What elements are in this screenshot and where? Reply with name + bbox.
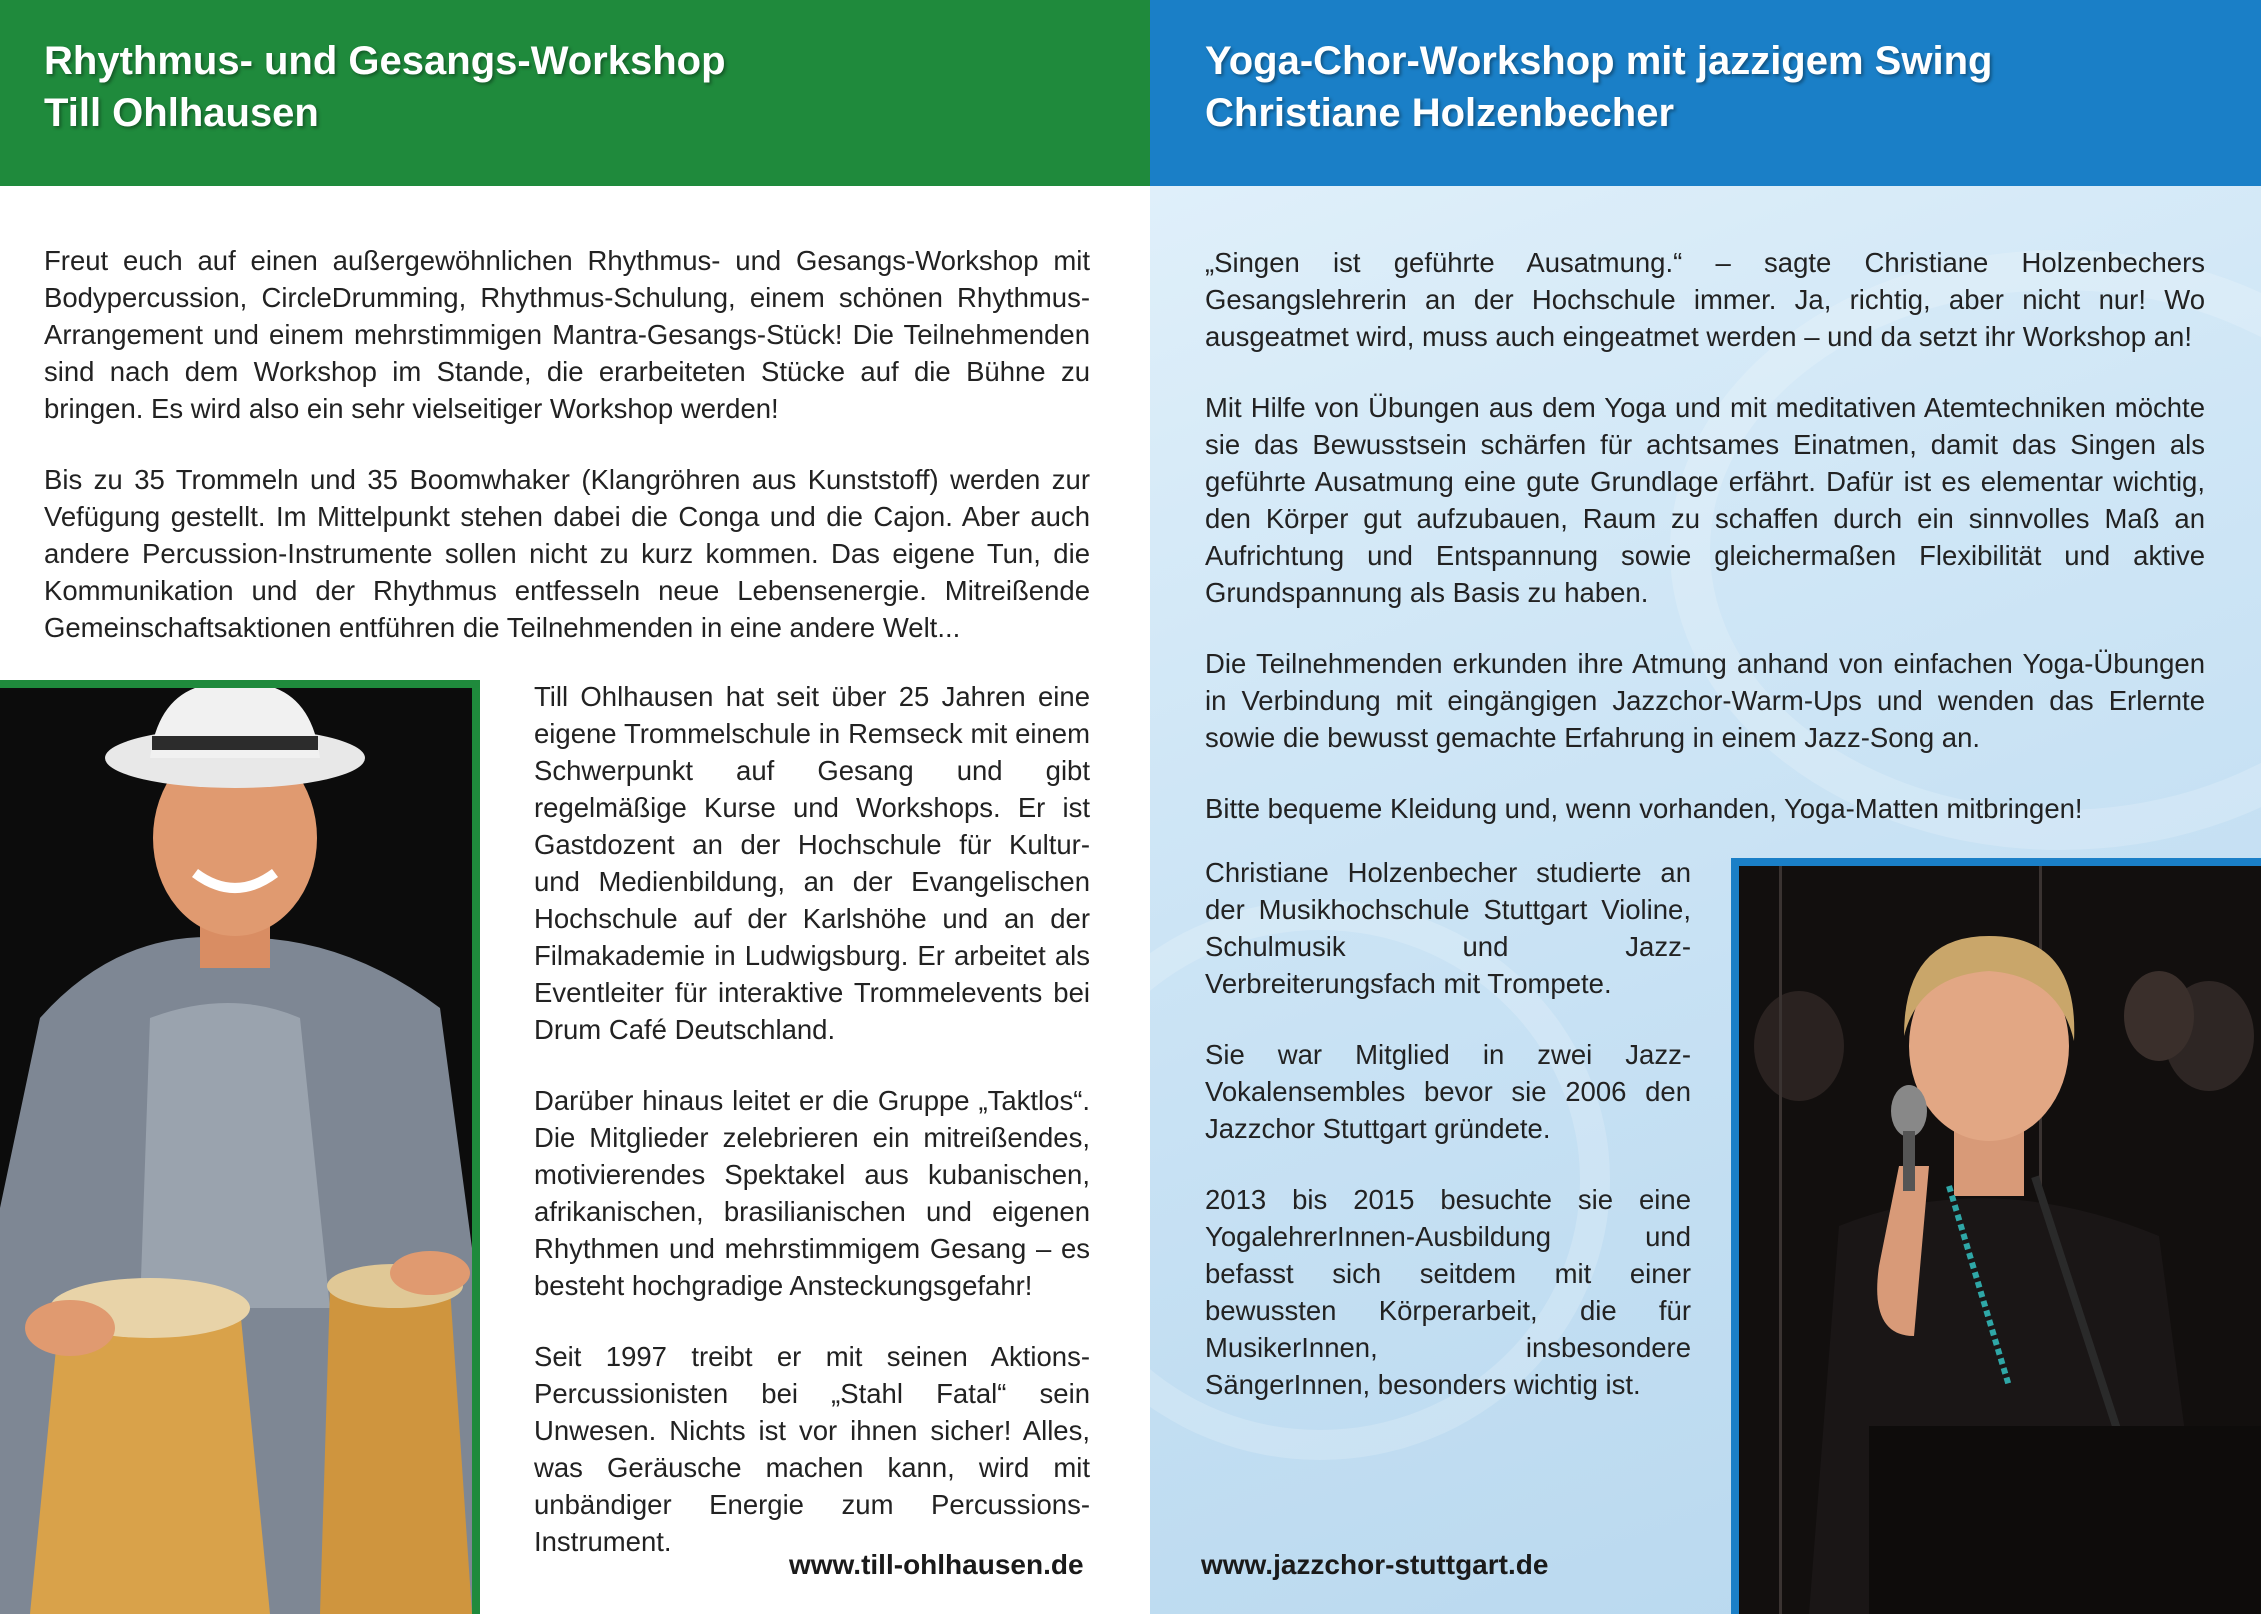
- left-intro: [44, 242, 1090, 680]
- left-intro-paragraph: Freut euch auf einen außergewöhnlichen Rhythmus- und Gesangs-Workshop mit Bodypercussion, CircleDrumming, Rhythmus-Schulung, einem schönen Rhythmus-Arrangement und einem mehrstimmigen Mantra-Gesangs-Stück! Die Teilnehmenden sind nach dem Workshop im Stande, die erarbeiteten Stücke auf die Bühne zu bringen. Es wird also ein sehr vielseitiger Workshop werden!: [44, 245, 1090, 424]
- drummer-photo: [0, 680, 480, 1614]
- right-intro-paragraph: Die Teilnehmenden erkunden ihre Atmung anhand von einfachen Yoga-Übungen in Verbindung mit eingängigen Jazzchor-Warm-Ups und wenden das Erlernte sowie die bewusst gemachte Erfahrung in einem Jazz-Song an.: [1205, 648, 2205, 753]
- left-bio-paragraph: Darüber hinaus leitet er die Gruppe „Taktlos“. Die Mitglieder zelebrieren ein mitreißendes, motivierendes Spektakel aus kubanischen, afrikanischen, brasilianischen und eigenen Rhythmen und mehrstimmigem Gesang – es besteht hochgradige Ansteckungsgefahr!: [534, 1085, 1090, 1301]
- right-bio-paragraph: 2013 bis 2015 besuchte sie eine YogalehrerInnen-Ausbildung und befasst sich seitdem mit einer bewussten Körperarbeit, die für MusikerInnen, insbesondere SängerInnen, besonders wichtig ist.: [1205, 1184, 1691, 1400]
- singer-photo: [1731, 858, 2261, 1614]
- right-intro: [1205, 244, 2205, 861]
- left-bio-paragraph: Till Ohlhausen hat seit über 25 Jahren eine eigene Trommelschule in Remseck mit einem Schwerpunkt auf Gesang und gibt regelmäßige Kurse und Workshops. Er ist Gastdozent an der Hochschule für Kultur- und Medienbildung, an der Evangelischen Hochschule auf der Karlshöhe und an der Filmakademie in Ludwigsburg. Er arbeitet als Eventleiter für interaktive Trommelevents bei Drum Café Deutschland.: [534, 681, 1090, 1045]
- right-header: [1150, 0, 2261, 186]
- right-intro-paragraph: „Singen ist geführte Ausatmung.“ – sagte Christiane Holzenbechers Gesangslehrerin an der Hochschule immer. Ja, richtig, aber nicht nur! Wo ausgeatmet wird, muss auch eingeatmet werden – und da setzt ihr Workshop an!: [1205, 247, 2205, 352]
- left-title: Rhythmus- und Gesangs-Workshop: [44, 39, 726, 83]
- left-header: [0, 0, 1150, 186]
- right-bio-paragraph: Sie war Mitglied in zwei Jazz-Vokalensembles bevor sie 2006 den Jazzchor Stuttgart gründete.: [1205, 1039, 1691, 1144]
- right-intro-paragraph: Mit Hilfe von Übungen aus dem Yoga und mit meditativen Atemtechniken möchte sie das Bewusstsein schärfen für achtsames Einatmen, damit das Singen als geführte Ausatmung eine gute Grundlage erfährt. Dafür ist es elementar wichtig, den Körper gut aufzubauen, Raum zu schaffen durch ein sinnvolles Maß an Aufrichtung und Entspannung sowie gleichermaßen Flexibilität und aktive Grundspannung als Basis zu haben.: [1205, 392, 2205, 608]
- drummer-illustration: [0, 688, 472, 1614]
- right-bio-paragraph: Christiane Holzenbecher studierte an der Musikhochschule Stuttgart Violine, Schulmusik und Jazz-Verbreiterungsfach mit Trompete.: [1205, 857, 1691, 999]
- singer-illustration: [1739, 866, 2261, 1614]
- left-intro-paragraph: Bis zu 35 Trommeln und 35 Boomwhaker (Klangröhren aus Kunststoff) werden zur Vefügung gestellt. Im Mittelpunkt stehen dabei die Conga und die Cajon. Aber auch andere Percussion-Instrumente sollen nicht zu kurz kommen. Das eigene Tun, die Kommunikation und der Rhythmus entfesseln neue Lebensenergie. Mitreißende Gemeinschaftsaktionen entführen die Teilnehmenden in eine andere Welt...: [44, 464, 1090, 643]
- right-subtitle: Christiane Holzenbecher: [1205, 91, 1675, 135]
- right-bio: [1205, 854, 1691, 1437]
- left-subtitle: Till Ohlhausen: [44, 91, 319, 135]
- right-title: Yoga-Chor-Workshop mit jazzigem Swing: [1205, 39, 1993, 83]
- right-intro-paragraph: Bitte bequeme Kleidung und, wenn vorhanden, Yoga-Matten mitbringen!: [1205, 793, 2083, 824]
- left-website-link[interactable]: www.till-ohlhausen.de: [789, 1549, 1084, 1580]
- right-panel: [1150, 0, 2261, 1614]
- left-bio-paragraph: Seit 1997 treibt er mit seinen Aktions-Percussionisten bei „Stahl Fatal“ sein Unwesen. Nichts ist vor ihnen sicher! Alles, was Geräusche machen kann, wird mit unbändiger Energie zum Percussions-Instrument.: [534, 1341, 1090, 1557]
- left-bio: [534, 678, 1090, 1594]
- right-website-link[interactable]: www.jazzchor-stuttgart.de: [1201, 1549, 1549, 1580]
